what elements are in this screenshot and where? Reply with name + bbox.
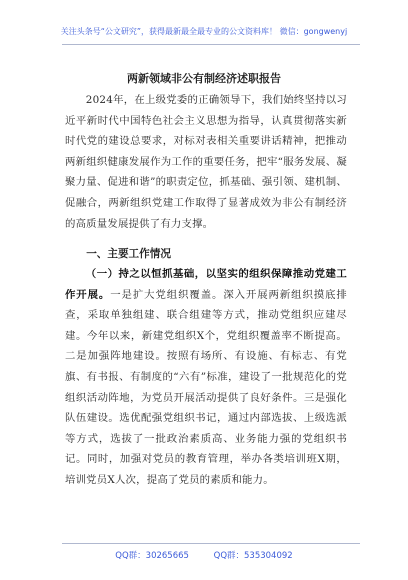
subsection-body: 一是扩大党组织覆盖。深入开展两新组织摸底排查，采取单独组建、联合组建等方式，推动党组织应建尽建。今年以来，新建党组织X个，党组织覆盖率不断提高。二是加强阵地建设。按照有场所、有设施、有标志、有党旗、有书报、有制度的“六有”标准，建设了一批规范化的党组织活动阵地，为党员开展活动提供了良好条件。三是强化队伍建设。选优配强党组织书记，通过内部选拔、上级选派等方式，选拔了一批政治素质高、业务能力强的党组织书记。同时，加强对党员的教育管理，举办各类培训班X期，培训党员X人次，提高了党员的素质和能力。 <box>65 288 347 486</box>
section-paragraph <box>65 264 347 491</box>
footer-qq-group-1: QQ群：30265665 <box>115 551 189 561</box>
document-title: 两新领域非公有制经济述职报告 <box>127 72 281 85</box>
subsection-heading: （一）持之以恒抓基础，以坚实的组织保障推动党建工作开展。 <box>65 268 347 301</box>
header-banner: 关注头条号“公文研究”，获得最新最全最专业的公文资料库！ 微信：gongwenyj <box>60 27 348 36</box>
footer-qq-group-2: QQ群：535304092 <box>213 551 293 561</box>
section-heading: 一、主要工作情况 <box>86 248 171 260</box>
header-divider <box>62 44 360 45</box>
footer <box>0 549 408 561</box>
footer-divider <box>62 543 360 544</box>
intro-paragraph: 2024年，在上级党委的正确领导下，我们始终坚持以习近平新时代中国特色社会主义思想为指导，认真贯彻落实新时代党的建设总要求，对标对表相关重要讲话精神，把推动两新组织健康发展作为工作的重要任务，把牢“服务发展、凝聚力量、促进和谐”的职责定位，抓基础、强引领、建机制、促融合，两新组织党建工作取得了显著成效为非公有制经济的高质量发展提供了有力支撑。 <box>65 94 347 230</box>
